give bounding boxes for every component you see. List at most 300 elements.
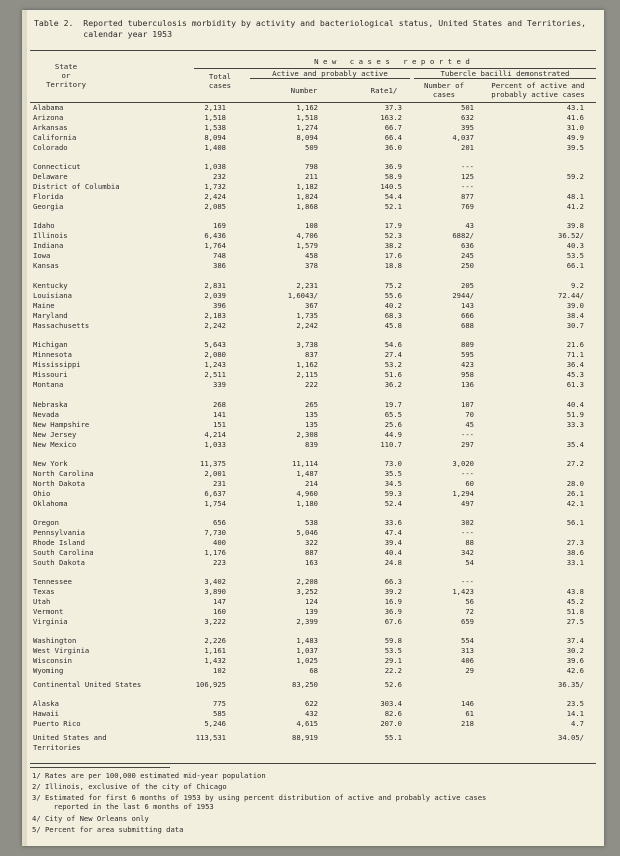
state-name: Kansas <box>33 261 59 270</box>
active-rate: 45.8 <box>384 321 402 330</box>
total-cases: 11,375 <box>200 459 226 468</box>
active-number: 432 <box>305 709 318 718</box>
total-cases: 2,183 <box>204 311 226 320</box>
state-name: Maine <box>33 301 55 310</box>
active-rate: 73.0 <box>384 459 402 468</box>
tb-percent: 72.44/ <box>558 291 584 300</box>
table-row <box>22 699 604 709</box>
state-name: Minnesota <box>33 350 72 359</box>
active-number: 5,046 <box>296 528 318 537</box>
active-number: 135 <box>305 420 318 429</box>
table-row <box>22 360 604 370</box>
tb-percent: 37.4 <box>566 636 584 645</box>
total-cases: 400 <box>213 538 226 547</box>
active-number: 68 <box>309 666 318 675</box>
tb-number: 45 <box>465 420 474 429</box>
tb-percent: 51.9 <box>566 410 584 419</box>
tb-percent: 48.1 <box>566 192 584 201</box>
active-number: 887 <box>305 548 318 557</box>
active-rate: 39.4 <box>384 538 402 547</box>
active-rate: 47.4 <box>384 528 402 537</box>
state-name: Delaware <box>33 172 68 181</box>
active-number: 8,094 <box>296 133 318 142</box>
tb-number: 313 <box>461 646 474 655</box>
active-rate: 38.2 <box>384 241 402 250</box>
state-name: New Hampshire <box>33 420 90 429</box>
active-subgroup-rule <box>250 78 410 79</box>
tb-number: 54 <box>465 558 474 567</box>
active-number: 622 <box>305 699 318 708</box>
tb-number: 146 <box>461 699 474 708</box>
state-name: Vermont <box>33 607 64 616</box>
state-name: Idaho <box>33 221 55 230</box>
table-row <box>22 420 604 430</box>
state-name: Nevada <box>33 410 59 419</box>
tb-percent: 40.3 <box>566 241 584 250</box>
active-rate: 68.3 <box>384 311 402 320</box>
total-cases: 6,637 <box>204 489 226 498</box>
total-cases: 7,730 <box>204 528 226 537</box>
active-number: 378 <box>305 261 318 270</box>
state-name: Maryland <box>33 311 68 320</box>
tb-percent: 36.4 <box>566 360 584 369</box>
table-row <box>22 587 604 597</box>
tb-number: 406 <box>461 656 474 665</box>
tb-percent: 53.5 <box>566 251 584 260</box>
active-number: 1,180 <box>296 499 318 508</box>
active-number: 322 <box>305 538 318 547</box>
footnote-3: 3/ Estimated for first 6 months of 1953 by using percent distribution of active and probably active cases reported in the last 6 months of 1953 <box>32 793 487 811</box>
active-rate: 52.1 <box>384 202 402 211</box>
total-cases: 2,131 <box>204 103 226 112</box>
document-page <box>22 10 604 846</box>
tb-percent: 9.2 <box>571 281 584 290</box>
active-number: 135 <box>305 410 318 419</box>
tb-percent: 33.1 <box>566 558 584 567</box>
active-number: 2,231 <box>296 281 318 290</box>
table-row <box>22 636 604 646</box>
tb-percent: 61.3 <box>566 380 584 389</box>
active-number: 3,738 <box>296 340 318 349</box>
table-title: Table 2. Reported tuberculosis morbidity by activity and bacteriological status, United States and Territories, calendar year 1953 <box>34 18 587 39</box>
tb-percent: 39.5 <box>566 143 584 152</box>
state-name: Texas <box>33 587 55 596</box>
tb-percent: 71.1 <box>566 350 584 359</box>
tb-percent: 35.4 <box>566 440 584 449</box>
tb-number: 250 <box>461 261 474 270</box>
state-name: Alaska <box>33 699 59 708</box>
tb-number: 70 <box>465 410 474 419</box>
active-number: 11,114 <box>292 459 318 468</box>
table-row <box>22 548 604 558</box>
state-name: Oregon <box>33 518 59 527</box>
tb-number: --- <box>461 182 474 191</box>
total-cases: 223 <box>213 558 226 567</box>
state-name: Nebraska <box>33 400 68 409</box>
tb-number: --- <box>461 577 474 586</box>
tb-number: 61 <box>465 709 474 718</box>
tb-number: 107 <box>461 400 474 409</box>
active-rate: 59.3 <box>384 489 402 498</box>
total-cases: 386 <box>213 261 226 270</box>
active-number: 88,919 <box>292 733 318 742</box>
state-name: South Dakota <box>33 558 85 567</box>
total-cases: 1,538 <box>204 123 226 132</box>
table-row <box>22 301 604 311</box>
state-name: Continental United States <box>33 680 142 689</box>
active-number: 1,6043/ <box>287 291 318 300</box>
table-row <box>22 281 604 291</box>
state-name: Missouri <box>33 370 68 379</box>
tb-percent: 66.1 <box>566 261 584 270</box>
table-row <box>22 617 604 627</box>
table-row <box>22 143 604 153</box>
total-cases: 3,890 <box>204 587 226 596</box>
total-cases: 656 <box>213 518 226 527</box>
table-row <box>22 103 604 113</box>
active-number: 2,308 <box>296 430 318 439</box>
active-rate: 37.3 <box>384 103 402 112</box>
state-name: Virginia <box>33 617 68 626</box>
total-cases: 169 <box>213 221 226 230</box>
active-number: 222 <box>305 380 318 389</box>
table-row <box>22 113 604 123</box>
total-cases: 5,643 <box>204 340 226 349</box>
tb-percent: 42.6 <box>566 666 584 675</box>
total-cases: 3,222 <box>204 617 226 626</box>
tb-number: 218 <box>461 719 474 728</box>
tb-number: --- <box>461 528 474 537</box>
state-name: Kentucky <box>33 281 68 290</box>
state-name: West Virginia <box>33 646 90 655</box>
table-row <box>22 430 604 440</box>
state-name: Wisconsin <box>33 656 72 665</box>
total-cases: 2,511 <box>204 370 226 379</box>
table-row <box>22 321 604 331</box>
state-name: District of Columbia <box>33 182 120 191</box>
active-rate: 75.2 <box>384 281 402 290</box>
state-name: Iowa <box>33 251 51 260</box>
tb-percent: 39.8 <box>566 221 584 230</box>
active-number: 1,025 <box>296 656 318 665</box>
tb-percent: 30.2 <box>566 646 584 655</box>
active-number: 509 <box>305 143 318 152</box>
tubercle-subgroup-rule <box>414 78 596 79</box>
tb-percent: 56.1 <box>566 518 584 527</box>
total-cases: 1,161 <box>204 646 226 655</box>
table-row <box>22 558 604 568</box>
tb-number: --- <box>461 430 474 439</box>
active-rate: 36.2 <box>384 380 402 389</box>
total-cases: 4,214 <box>204 430 226 439</box>
table-row <box>22 479 604 489</box>
tb-percent: 43.1 <box>566 103 584 112</box>
state-name: Hawaii <box>33 709 59 718</box>
active-number: 1,735 <box>296 311 318 320</box>
active-rate: 53.2 <box>384 360 402 369</box>
tb-percent: 30.7 <box>566 321 584 330</box>
active-number: 1,182 <box>296 182 318 191</box>
total-cases: 113,531 <box>195 733 226 742</box>
active-rate: 303.4 <box>380 699 402 708</box>
state-name: Colorado <box>33 143 68 152</box>
tubercle-subgroup-header: Tubercle bacilli demonstrated <box>440 69 570 78</box>
total-cases: 147 <box>213 597 226 606</box>
tb-number: 56 <box>465 597 474 606</box>
state-name: Washington <box>33 636 77 645</box>
table-row <box>22 311 604 321</box>
active-number: 837 <box>305 350 318 359</box>
tb-number: 245 <box>461 251 474 260</box>
tb-percent: 34.05/ <box>558 733 584 742</box>
table-row <box>22 577 604 587</box>
total-cases: 1,518 <box>204 113 226 122</box>
active-rate: 24.8 <box>384 558 402 567</box>
active-number: 1,274 <box>296 123 318 132</box>
tb-number: 4,037 <box>452 133 474 142</box>
active-rate: 34.5 <box>384 479 402 488</box>
tb-number: 877 <box>461 192 474 201</box>
table-row <box>22 380 604 390</box>
footnote-1: 1/ Rates are per 100,000 estimated mid-year population <box>32 771 266 780</box>
active-rate: 58.9 <box>384 172 402 181</box>
total-cases: 1,764 <box>204 241 226 250</box>
table-row <box>22 646 604 656</box>
active-number: 83,250 <box>292 680 318 689</box>
tb-percent: 27.2 <box>566 459 584 468</box>
active-number: 798 <box>305 162 318 171</box>
tb-number: 632 <box>461 113 474 122</box>
tb-number: 125 <box>461 172 474 181</box>
active-rate: 66.3 <box>384 577 402 586</box>
table-row <box>22 251 604 261</box>
active-rate: 55.1 <box>384 733 402 742</box>
tb-percent: 21.6 <box>566 340 584 349</box>
table-row <box>22 489 604 499</box>
tb-number: 6882/ <box>452 231 474 240</box>
state-name: Puerto Rico <box>33 719 81 728</box>
header-top-rule <box>30 50 596 51</box>
table-row <box>22 133 604 143</box>
active-number: 1,579 <box>296 241 318 250</box>
total-cases: 1,033 <box>204 440 226 449</box>
total-cases: 2,424 <box>204 192 226 201</box>
active-rate: 207.0 <box>380 719 402 728</box>
active-number: 839 <box>305 440 318 449</box>
tb-percent: 45.3 <box>566 370 584 379</box>
tb-number-header: Number of cases <box>423 81 465 99</box>
tb-number: 143 <box>461 301 474 310</box>
total-cases: 231 <box>213 479 226 488</box>
table-row <box>22 182 604 192</box>
table-row <box>22 340 604 350</box>
total-cases: 141 <box>213 410 226 419</box>
tb-percent: 39.0 <box>566 301 584 310</box>
tb-percent: 4.7 <box>571 719 584 728</box>
tb-percent: 27.3 <box>566 538 584 547</box>
percent-header: Percent of active and probably active cases <box>491 81 585 99</box>
active-rate: 22.2 <box>384 666 402 675</box>
state-name: North Dakota <box>33 479 85 488</box>
active-rate: 40.2 <box>384 301 402 310</box>
total-cases: 2,080 <box>204 350 226 359</box>
active-rate: 59.8 <box>384 636 402 645</box>
table-row <box>22 538 604 548</box>
table-row <box>22 597 604 607</box>
active-rate: 36.9 <box>384 162 402 171</box>
total-cases: 339 <box>213 380 226 389</box>
tb-percent: 28.0 <box>566 479 584 488</box>
active-rate: 18.8 <box>384 261 402 270</box>
tb-percent: 41.6 <box>566 113 584 122</box>
tb-percent: 38.6 <box>566 548 584 557</box>
active-number: 1,483 <box>296 636 318 645</box>
state-name: Arizona <box>33 113 64 122</box>
tb-number: 342 <box>461 548 474 557</box>
number-header: Number <box>290 86 318 95</box>
tb-number: 2944/ <box>452 291 474 300</box>
active-number: 4,960 <box>296 489 318 498</box>
state-name: Louisiana <box>33 291 72 300</box>
active-subgroup-header: Active and probably active <box>272 69 388 78</box>
active-number: 2,399 <box>296 617 318 626</box>
table-row <box>22 123 604 133</box>
tb-number: 29 <box>465 666 474 675</box>
active-number: 4,615 <box>296 719 318 728</box>
tb-number: 688 <box>461 321 474 330</box>
total-cases: 2,039 <box>204 291 226 300</box>
tb-number: 1,423 <box>452 587 474 596</box>
table-row <box>22 666 604 676</box>
total-cases: 3,402 <box>204 577 226 586</box>
active-number: 108 <box>305 221 318 230</box>
total-cases: 1,408 <box>204 143 226 152</box>
tb-number: 1,294 <box>452 489 474 498</box>
total-cases: 2,001 <box>204 469 226 478</box>
total-cases: 5,246 <box>204 719 226 728</box>
total-cases: 1,243 <box>204 360 226 369</box>
state-column-header: State or Territory <box>45 62 87 89</box>
state-name: Ohio <box>33 489 51 498</box>
tb-number: 554 <box>461 636 474 645</box>
state-name: Tennessee <box>33 577 72 586</box>
tb-percent: 39.6 <box>566 656 584 665</box>
active-rate: 66.7 <box>384 123 402 132</box>
active-number: 4,706 <box>296 231 318 240</box>
total-cases: 160 <box>213 607 226 616</box>
active-number: 538 <box>305 518 318 527</box>
tb-number: 659 <box>461 617 474 626</box>
tb-number: --- <box>461 469 474 478</box>
state-name: Pennsylvania <box>33 528 85 537</box>
table-row <box>22 162 604 172</box>
table-row <box>22 192 604 202</box>
table-bottom-rule <box>30 763 596 764</box>
tb-number: 88 <box>465 538 474 547</box>
active-rate: 51.6 <box>384 370 402 379</box>
table-row <box>22 656 604 666</box>
active-rate: 17.9 <box>384 221 402 230</box>
state-name: Illinois <box>33 231 68 240</box>
total-cases: 102 <box>213 666 226 675</box>
active-number: 163 <box>305 558 318 567</box>
tb-number: 72 <box>465 607 474 616</box>
tb-percent: 26.1 <box>566 489 584 498</box>
total-cases: 8,094 <box>204 133 226 142</box>
active-number: 265 <box>305 400 318 409</box>
active-number: 139 <box>305 607 318 616</box>
table-row <box>22 241 604 251</box>
table-row <box>22 709 604 719</box>
tb-number: 60 <box>465 479 474 488</box>
active-rate: 29.1 <box>384 656 402 665</box>
active-rate: 65.5 <box>384 410 402 419</box>
active-number: 1,037 <box>296 646 318 655</box>
state-name: Wyoming <box>33 666 64 675</box>
state-name: California <box>33 133 77 142</box>
table-row <box>22 733 604 743</box>
table-row <box>22 221 604 231</box>
rate-header: Rate1/ <box>370 86 398 95</box>
state-name: Mississippi <box>33 360 81 369</box>
state-name: Territories <box>33 743 81 752</box>
state-name: New York <box>33 459 68 468</box>
table-row <box>22 518 604 528</box>
state-name: Michigan <box>33 340 68 349</box>
state-name: Oklahoma <box>33 499 68 508</box>
table-row <box>22 370 604 380</box>
active-number: 214 <box>305 479 318 488</box>
state-name: New Mexico <box>33 440 77 449</box>
total-cases: 1,754 <box>204 499 226 508</box>
state-name: Arkansas <box>33 123 68 132</box>
tb-percent: 36.35/ <box>558 680 584 689</box>
active-rate: 17.6 <box>384 251 402 260</box>
total-cases: 775 <box>213 699 226 708</box>
tb-percent: 45.2 <box>566 597 584 606</box>
table-row <box>22 607 604 617</box>
total-cases: 396 <box>213 301 226 310</box>
tb-percent: 42.1 <box>566 499 584 508</box>
table-row <box>22 528 604 538</box>
total-cases: 1,038 <box>204 162 226 171</box>
total-cases: 1,432 <box>204 656 226 665</box>
tb-percent: 27.5 <box>566 617 584 626</box>
total-cases: 748 <box>213 251 226 260</box>
total-cases: 1,732 <box>204 182 226 191</box>
table-row <box>22 499 604 509</box>
active-number: 1,518 <box>296 113 318 122</box>
new-cases-group-header: N e w c a s e s r e p o r t e d <box>314 57 470 66</box>
table-row <box>22 231 604 241</box>
active-rate: 25.6 <box>384 420 402 429</box>
tb-number: 3,020 <box>452 459 474 468</box>
state-name: Massachusetts <box>33 321 90 330</box>
tb-percent: 41.2 <box>566 202 584 211</box>
active-rate: 19.7 <box>384 400 402 409</box>
tb-percent: 23.5 <box>566 699 584 708</box>
table-row <box>22 400 604 410</box>
active-rate: 39.2 <box>384 587 402 596</box>
active-rate: 36.9 <box>384 607 402 616</box>
tb-percent: 33.3 <box>566 420 584 429</box>
active-number: 1,868 <box>296 202 318 211</box>
tb-percent: 43.8 <box>566 587 584 596</box>
tb-number: 395 <box>461 123 474 132</box>
total-cases: 2,242 <box>204 321 226 330</box>
table-row <box>22 202 604 212</box>
total-cases: 151 <box>213 420 226 429</box>
